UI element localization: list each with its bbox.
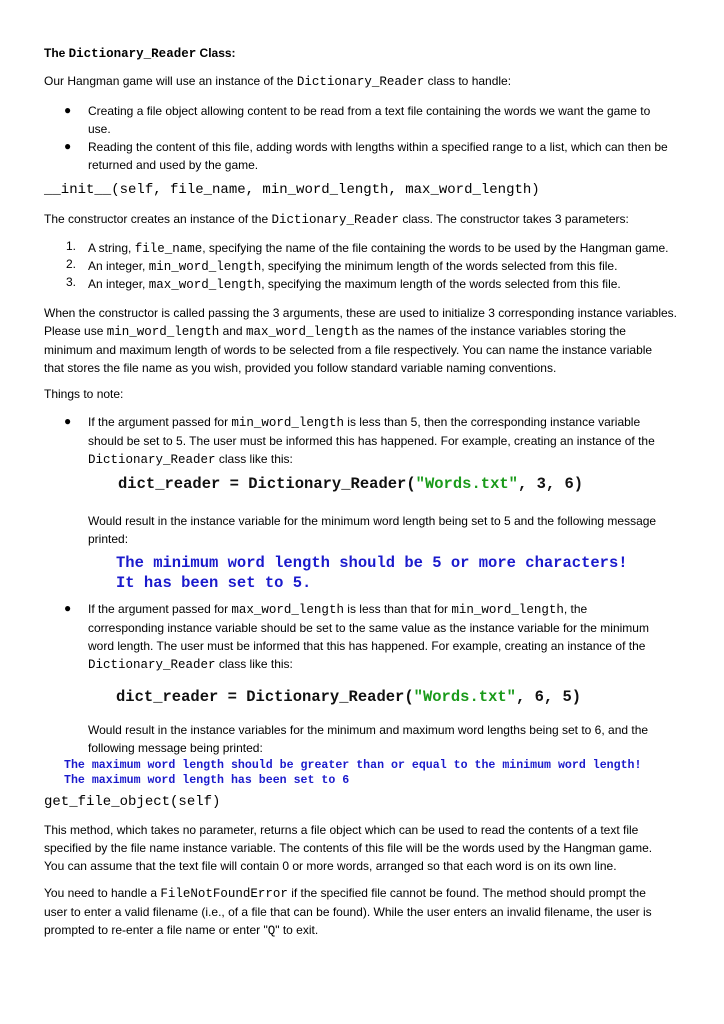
page-title: The Dictionary_Reader Class:: [44, 46, 236, 61]
list-item: Reading the content of this file, adding words with lengths within a specified range to a list, which can then be returned and used by the game.: [88, 140, 668, 172]
init-paragraph: When the constructor is called passing the 3 arguments, these are used to initialize 3 corresponding instance variables. Please use min_word_length and max_word_length as the names of the instance variables storing the minimum and maximum length of words to be selected from a file respectively. You can name the instance variable that stores the file name as you wish, provided you follow standard variable naming conventions.: [44, 306, 678, 375]
constructor-description: The constructor creates an instance of the Dictionary_Reader class. The constructor takes 3 parameters:: [44, 212, 629, 227]
list-number: 3.: [66, 275, 77, 289]
things-to-note-label: Things to note:: [44, 387, 124, 401]
result-description-1: Would result in the instance variable for the minimum word length being set to 5 and the following message printed:: [88, 514, 657, 546]
output-message-2: The maximum word length should be greater than or equal to the minimum word length! The maximum word length has been set to 6: [64, 759, 642, 787]
get-file-object-signature: get_file_object(self): [44, 794, 221, 810]
param-item: An integer, max_word_length, specifying the maximum length of the words selected from this file.: [88, 277, 621, 292]
param-item: An integer, min_word_length, specifying the minimum length of the words selected from this file.: [88, 259, 618, 274]
code-example-1: dict_reader = Dictionary_Reader("Words.txt", 3, 6): [118, 475, 584, 493]
list-number: 1.: [66, 239, 77, 253]
list-number: 2.: [66, 257, 77, 271]
output-message-1: The minimum word length should be 5 or more characters! It has been set to 5.: [116, 554, 628, 592]
intro-paragraph: Our Hangman game will use an instance of the Dictionary_Reader class to handle:: [44, 74, 512, 89]
note-max-length: If the argument passed for max_word_length is less than that for min_word_length, the corresponding instance variable should be set to the same value as the instance variable for the minimum word length. The user must be informed that this has happened. For example, creating an instance of the Dictionary_Reader class like this:: [88, 602, 649, 672]
error-handling-paragraph: You need to handle a FileNotFoundError if the specified file cannot be found. The method should prompt the user to enter a valid filename (i.e., of a file that can be found). While the user enters an invalid filename, the user is prompted to re-enter a file name or enter "Q" to exit.: [44, 886, 652, 938]
result-description-2: Would result in the instance variables for the minimum and maximum word lengths being set to 6, and the following message being printed:: [88, 723, 649, 755]
code-example-2: dict_reader = Dictionary_Reader("Words.txt", 6, 5): [116, 688, 582, 706]
bullet-icon: ●: [64, 414, 72, 428]
bullet-icon: ●: [64, 139, 72, 153]
method-description: This method, which takes no parameter, returns a file object which can be used to read the contents of a text file specified by the file name instance variable. The contents of this file will be the words used by the Hangman game. You can assume that the text file will contain 0 or more words, arranged so that each word is on its own line.: [44, 823, 653, 873]
bullet-icon: ●: [64, 103, 72, 117]
list-item: Creating a file object allowing content to be read from a text file containing the words we want the game to use.: [88, 104, 651, 136]
class-name-code: Dictionary_Reader: [68, 47, 197, 61]
init-signature: __init__(self, file_name, min_word_length, max_word_length): [44, 182, 540, 198]
param-item: A string, file_name, specifying the name of the file containing the words to be used by the Hangman game.: [88, 241, 669, 256]
note-min-length: If the argument passed for min_word_length is less than 5, then the corresponding instance variable should be set to 5. The user must be informed this has happened. For example, creating an instance of the Dictionary_Reader class like this:: [88, 415, 655, 467]
bullet-icon: ●: [64, 601, 72, 615]
